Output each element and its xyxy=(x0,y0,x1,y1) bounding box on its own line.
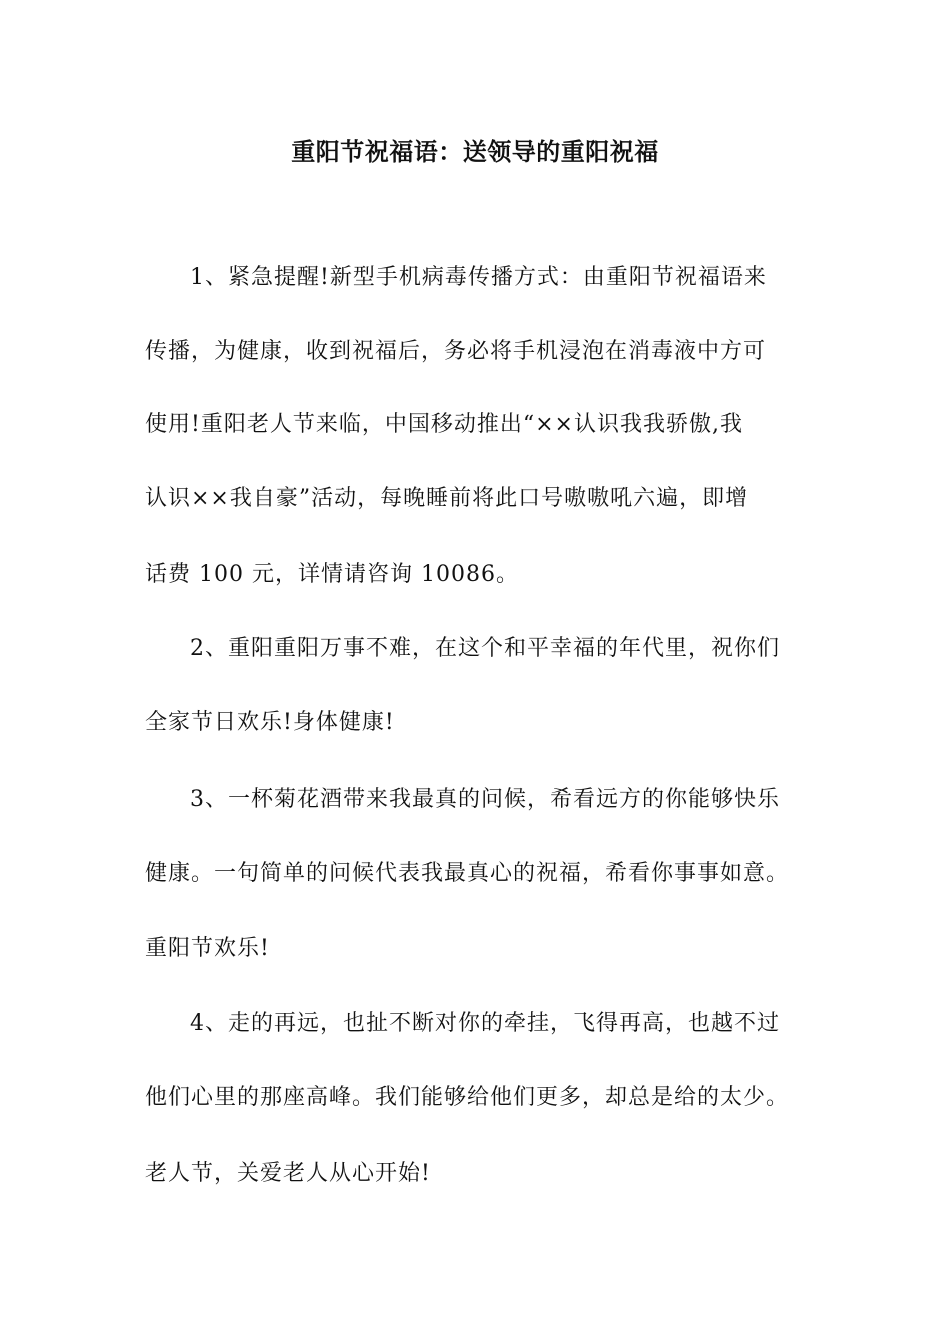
paragraph-3-line-2: 健康。一句简单的问候代表我最真心的祝福，希看你事事如意。 xyxy=(145,861,790,886)
paragraph-3-line-1: 3、一杯菊花酒带来我最真的问候，希看远方的你能够快乐 xyxy=(190,787,780,812)
paragraph-4-line-1: 4、走的再远，也扯不断对你的牵挂，飞得再高，也越不过 xyxy=(190,1011,780,1036)
paragraph-1-line-5: 话费 100 元，详情请咨询 10086。 xyxy=(145,562,519,587)
paragraph-1-line-4: 认识××我自豪”活动，每晚睡前将此口号嗷嗷吼六遍，即增 xyxy=(145,486,749,511)
paragraph-1-line-2: 传播，为健康，收到祝福后，务必将手机浸泡在消毒液中方可 xyxy=(145,339,767,364)
page-title: 重阳节祝福语：送领导的重阳祝福 xyxy=(291,138,659,166)
paragraph-1-line-1: 1、紧急提醒!新型手机病毒传播方式：由重阳节祝福语来 xyxy=(190,265,767,290)
paragraph-3-line-3: 重阳节欢乐! xyxy=(145,936,270,961)
paragraph-4-line-2: 他们心里的那座高峰。我们能够给他们更多，却总是给的太少。 xyxy=(145,1085,790,1110)
paragraph-2-line-2: 全家节日欢乐!身体健康! xyxy=(145,710,395,735)
paragraph-2-line-1: 2、重阳重阳万事不难，在这个和平幸福的年代里，祝你们 xyxy=(190,636,780,661)
paragraph-1-line-3: 使用!重阳老人节来临，中国移动推出“××认识我我骄傲,我 xyxy=(145,412,743,437)
paragraph-4-line-3: 老人节，关爱老人从心开始! xyxy=(145,1161,431,1186)
